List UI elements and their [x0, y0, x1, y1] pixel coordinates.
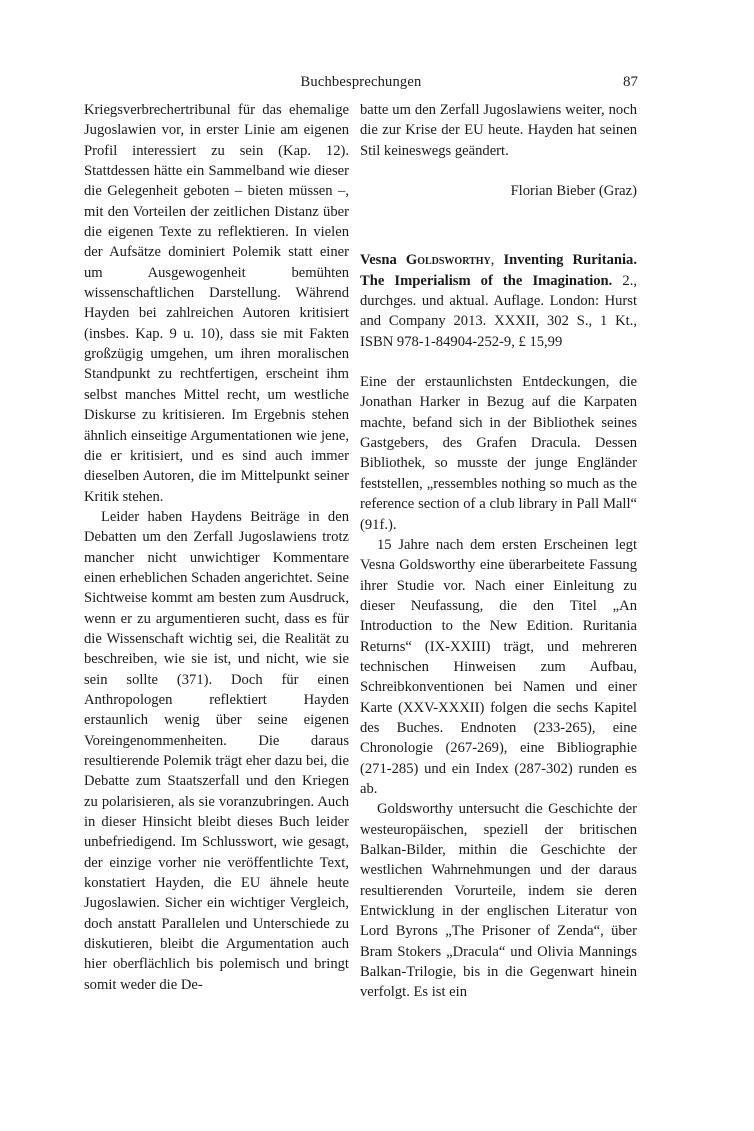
review-body — [360, 372, 637, 1003]
review-book-details: 2., durchges. und aktual. Auflage. London: Hurst and Company 2013. XXXII, 302 S., 1 Kt., ISBN 978-1-84904-252-9, £ 15,99 — [360, 272, 637, 350]
page-number: 87 — [623, 74, 638, 90]
review-author-surname: Goldsworthy — [405, 252, 491, 269]
review-bibliographic-header: Vesna Goldsworthy, Inventing Ruritania. The Imperialism of the Imagination. 2., durchges. und aktual. Auflage. London: Hurst and Company 2013. XXXII, 302 S., 1 Kt., ISBN 978-1-84904-252-9, £ 15,99 — [360, 252, 638, 350]
left-paragraph-1: Kriegsverbrechertribunal für das ehemalige Jugoslawien vor, in erster Linie am eigenen Profil interessiert zu sein (Kap. 12). Stattdessen hätte ein Sammelband wie dieser die Gelegenheit geboten – bieten müssen –, mit den Vorteilen der zeitlichen Distanz über die eigenen Texte zu reflektieren. In vielen der Aufsätze dominiert Polemik statt einer um Ausgewogenheit bemühten wissenschaftlichen Darstellung. Während Hayden bei zahlreichen Autoren kritisiert (insbes. Kap. 9 u. 10), dass sie mit Fakten großzügig umgehen, um ihren moralischen Standpunkt zu rechtfertigen, erscheint ihm selbst manches Mittel recht, um westliche Diskurse zu kritisieren. Im Ergebnis stehen ähnlich einseitige Argumentationen wie jene, die er kritisiert, und es sind auch immer dieselben Autoren, die im Mittelpunkt seiner Kritik stehen. — [84, 102, 349, 505]
review-author-first: Vesna — [360, 252, 397, 269]
reviewer-signature: Florian Bieber (Graz) — [510, 183, 637, 200]
running-head — [84, 74, 638, 94]
left-paragraph-2: Leider haben Haydens Beiträge in den Debatten um den Zerfall Jugoslawiens trotz mancher nicht unwichtiger Kommentare einen erheblichen Schaden angerichtet. Seine Sichtweise kommt am besten zum Ausdruck, wenn er zu argumentieren sucht, dass es für die Wissenschaft wichtig sei, die Realität zu beschreiben, wie sie ist, und nicht, wie sie sein sollte (371). Doch für einen Anthropologen reflektiert Hayden erstaunlich wenig über seine eigenen Voreingenommenheiten. Die daraus resultierende Polemik trägt eher dazu bei, die Debatte zum Staatszerfall und den Kriegen zu polarisieren, als sie voranzubringen. Auch in dieser Hinsicht bleibt dieses Buch leider unbefriedigend. Im Schlusswort, wie gesagt, der einzige vorher nie veröffentlichte Text, konstatiert Hayden, die EU ähnele heute Jugoslawien. Sicher ein wichtiger Vergleich, doch anstatt Parallelen und Unterschiede zu diskutieren, bleibt die Argumentation auch hier oberflächlich bis polemisch und bringt somit weder die De- — [84, 508, 349, 993]
left-column — [84, 100, 349, 995]
right-column — [360, 100, 637, 1003]
right-paragraph-continued: batte um den Zerfall Jugoslawiens weiter, noch die zur Krise der EU heute. Hayden hat seinen Stil keineswegs geändert. — [360, 102, 637, 159]
section-title: Buchbesprechungen — [300, 74, 422, 90]
right-paragraph-2: 15 Jahre nach dem ersten Erscheinen legt Vesna Goldsworthy eine überarbeitete Fassung ihrer Studie vor. Nach einer Einleitung zu dieser Neufassung, die den Titel „An Introduction to the New Edition. Ruritania Returns“ (IX-XXIII) trägt, und mehreren technischen Hinweisen zum Aufbau, Schreibkonventionen bei Namen und einer Karte (XXV-XXXII) folgen die sechs Kapitel des Buches. Endnoten (233-265), eine Chronologie (267-269), eine Bibliographie (271-285) und ein Index (287-302) runden es ab. — [360, 536, 637, 797]
review-book-title: Inventing Ruritania. The Imperialism of the Imagination. — [360, 252, 638, 289]
right-paragraph-1: Eine der erstaunlichsten Entdeckungen, die Jonathan Harker in Bezug auf die Karpaten machte, befand sich in der Bibliothek seines Gastgebers, des Grafen Dracula. Dessen Bibliothek, so musste der junge Engländer feststellen, „ressembles nothing so much as the reference section of a club library in Pall Mall“ (91f.). — [360, 374, 637, 533]
right-paragraph-3: Goldsworthy untersucht die Geschichte der westeuropäischen, speziell der britischen Balkan-Bilder, mithin die Geschichte der westlichen Wahrnehmungen und der daraus resultierenden Vorurteile, indem sie deren Entwicklung in der englischen Literatur von Lord Byrons „The Prisoner of Zenda“, über Bram Stokers „Dracula“ und Olivia Mannings Balkan-Trilogie, bis in die Gegenwart hinein verfolgt. Es ist ein — [360, 801, 637, 1001]
